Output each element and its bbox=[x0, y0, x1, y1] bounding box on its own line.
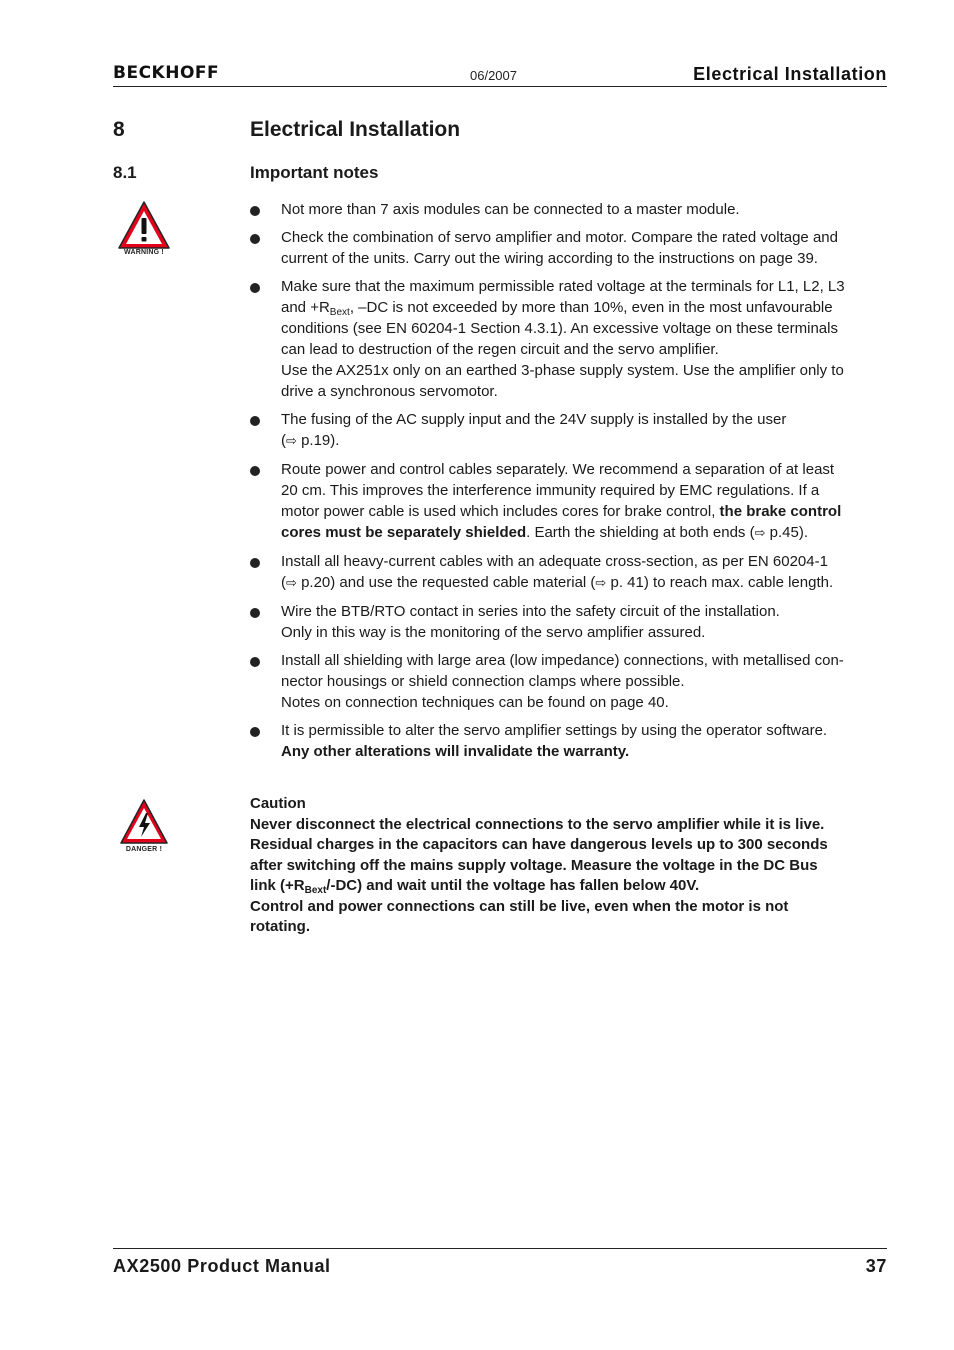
header-section-title: Electrical Installation bbox=[693, 64, 887, 84]
high-voltage-icon bbox=[119, 798, 169, 846]
caution-block: Caution Never disconnect the electrical connections to the servo amplifier while it is live. Residual charges in the capacitors can have dangerous levels up to 300 seconds after switching off the mains supply voltage. Measure the voltage in the DC Bus link $(+R_{Bext}/-DC)$ and wait until the voltage has fallen below 40V. Control and power connections can still be live, even when the motor is not rotating. bbox=[250, 794, 890, 938]
list-item: The fusing of the AC supply input and the 24V supply is installed by the user (⇨ p.19). bbox=[250, 409, 890, 452]
warning-label: WARNING ! bbox=[124, 249, 164, 256]
warning-icon bbox=[117, 200, 171, 250]
bullet-icon bbox=[250, 283, 260, 293]
warning-sign bbox=[117, 200, 171, 258]
bullet-icon bbox=[250, 234, 260, 244]
bullet-icon bbox=[250, 727, 260, 737]
danger-label: DANGER ! bbox=[125, 846, 163, 853]
bullet-icon bbox=[250, 466, 260, 476]
section-number: 8.1 bbox=[113, 163, 137, 182]
chapter-title: Electrical Installation bbox=[250, 118, 461, 141]
list-item: Make sure that the maximum permissible rated voltage at the terminals for L1, L2, L3 and $+R_{Bext}$, –DC is not exceeded by more than 10%, even in the most unfavourable conditions (see EN 60204-1 Section 4.3.1). An excessive voltage on these terminals can lead to destruction of the regen circuit and the servo amplifier. Use the AX251x only on an earthed 3-phase supply system. Use the amplifier only to drive a synchronous servomotor. bbox=[250, 276, 890, 402]
page-number: 37 bbox=[865, 1256, 887, 1276]
list-item: Not more than 7 axis modules can be connected to a master module. bbox=[250, 199, 890, 220]
brand-logo: BECKHOFF bbox=[113, 63, 220, 83]
list-item: It is permissible to alter the servo amplifier settings by using the operator software. Any other alterations will invalidate the warranty. bbox=[250, 720, 890, 762]
arrow-right-icon: ⇨ bbox=[286, 576, 297, 591]
bullet-icon bbox=[250, 558, 260, 568]
footer-divider bbox=[113, 1248, 887, 1249]
footer-manual-title: AX2500 Product Manual bbox=[113, 1256, 331, 1276]
important-notes-list bbox=[250, 199, 890, 769]
header-divider bbox=[113, 86, 887, 87]
bullet-icon bbox=[250, 416, 260, 426]
arrow-right-icon: ⇨ bbox=[595, 576, 607, 591]
chapter-number: 8 bbox=[113, 118, 125, 141]
bullet-icon bbox=[250, 608, 260, 618]
danger-sign bbox=[119, 798, 169, 856]
arrow-right-icon: ⇨ bbox=[286, 434, 297, 449]
list-item: Check the combination of servo amplifier and motor. Compare the rated voltage and current of the units. Carry out the wiring according to the instructions on page 39. bbox=[250, 227, 890, 269]
bullet-icon bbox=[250, 206, 260, 216]
arrow-right-icon: ⇨ bbox=[754, 526, 766, 541]
bullet-icon bbox=[250, 657, 260, 667]
list-item: Route power and control cables separately. We recommend a separation of at least 20 cm. This improves the interference immunity required by EMC regulations. If a motor power cable is used which includes cores for brake control, the brake control cores must be separately shielded. Earth the shielding at both ends (⇨ p.45). bbox=[250, 459, 890, 544]
section-title: Important notes bbox=[250, 163, 379, 182]
list-item: Install all shielding with large area (low impedance) connections, with metallised con- nector housings or shield connection clamps where possible. Notes on connection techniques can be found on page 40. bbox=[250, 650, 890, 713]
header-date: 06/2007 bbox=[470, 68, 517, 83]
list-item: Wire the BTB/RTO contact in series into the safety circuit of the installation. Only in this way is the monitoring of the servo amplifier assured. bbox=[250, 601, 890, 643]
caution-title: Caution bbox=[250, 795, 306, 812]
list-item: Install all heavy-current cables with an adequate cross-section, as per EN 60204-1 (⇨ p.20) and use the requested cable material (⇨ p. 41) to reach max. cable length. bbox=[250, 551, 890, 594]
